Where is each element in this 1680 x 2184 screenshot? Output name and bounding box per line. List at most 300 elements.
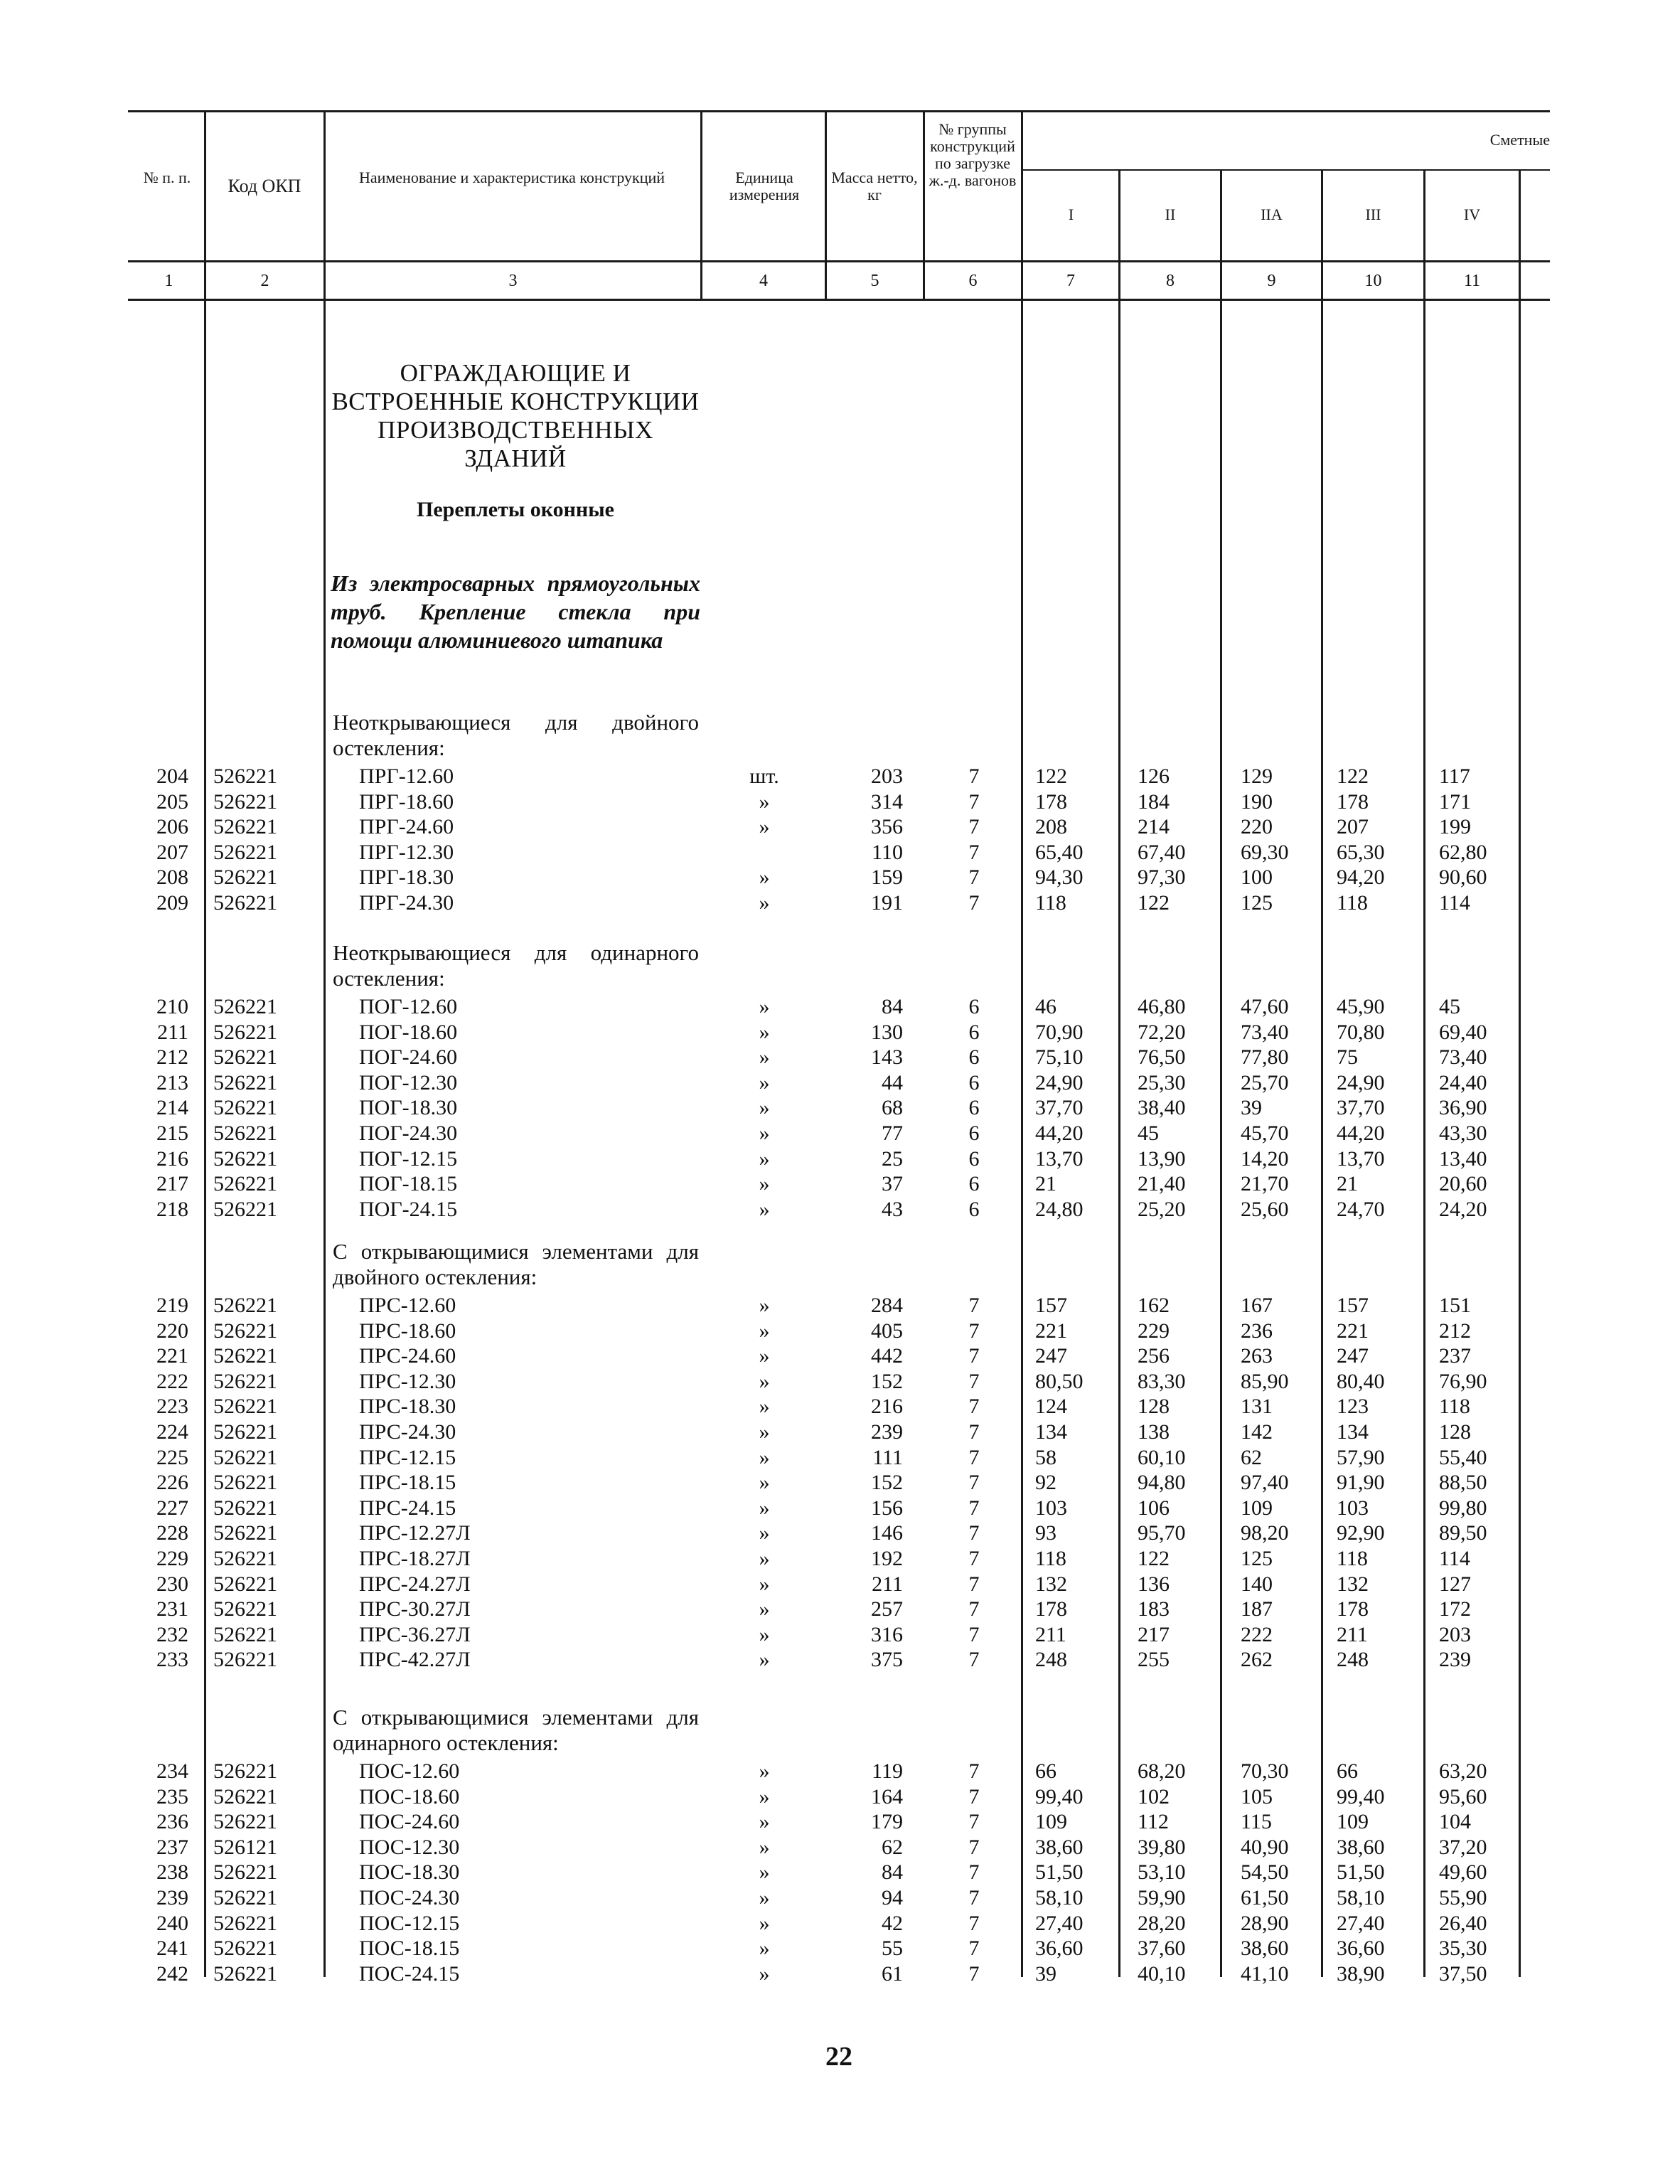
cell-unit: »	[759, 1122, 770, 1145]
cell-n: 217	[156, 1172, 188, 1196]
cell-unit: »	[759, 1572, 770, 1596]
col-divider-4	[825, 110, 827, 299]
cell-IV: 114	[1439, 891, 1470, 915]
header-unit: Единица измерения	[729, 169, 800, 203]
cell-I: 122	[1035, 765, 1067, 788]
cell-name: ПРС-18.30	[359, 1395, 456, 1419]
table-row	[0, 1045, 1680, 1070]
cell-mass: 211	[872, 1572, 903, 1596]
cell-IIA: 187	[1241, 1597, 1273, 1621]
cell-II: 28,20	[1138, 1911, 1186, 1935]
cell-I: 36,60	[1035, 1937, 1084, 1961]
cell-group: 7	[968, 865, 980, 890]
cell-n: 237	[156, 1835, 188, 1859]
cell-code: 526221	[213, 1810, 277, 1834]
table-row	[0, 1343, 1680, 1369]
cell-III: 24,70	[1337, 1197, 1385, 1221]
cell-n: 228	[156, 1521, 188, 1545]
cell-n: 208	[156, 865, 188, 890]
cell-unit: »	[759, 1020, 770, 1044]
table-row	[0, 1445, 1680, 1471]
cell-name: ПРС-12.30	[359, 1369, 456, 1393]
table-row	[0, 1197, 1680, 1222]
cell-III: 91,90	[1337, 1471, 1385, 1495]
cell-mass: 442	[871, 1344, 903, 1368]
cell-n: 221	[156, 1344, 188, 1368]
cell-I: 13,70	[1035, 1146, 1084, 1171]
cell-n: 209	[156, 891, 188, 915]
cell-mass: 77	[882, 1122, 903, 1145]
table-top-rule	[128, 110, 1550, 112]
cell-code: 526221	[213, 1622, 277, 1646]
cell-mass: 356	[871, 815, 903, 839]
cell-II: 136	[1138, 1572, 1170, 1596]
cell-group: 7	[968, 1547, 980, 1570]
cell-mass: 94	[882, 1886, 903, 1909]
cell-IV: 20,60	[1439, 1172, 1487, 1196]
cell-n: 238	[156, 1860, 188, 1885]
cell-code: 526221	[213, 1496, 277, 1520]
cell-unit: »	[759, 1471, 770, 1495]
cell-code: 526221	[213, 995, 277, 1018]
cell-II: 38,40	[1138, 1096, 1186, 1120]
cell-unit: »	[759, 1197, 770, 1221]
cell-IIA: 39	[1241, 1096, 1262, 1120]
cell-code: 526221	[213, 1648, 277, 1672]
cell-group: 7	[968, 840, 980, 864]
cell-name: ПОС-12.30	[359, 1835, 460, 1859]
cell-II: 40,10	[1138, 1961, 1186, 1986]
cell-I: 178	[1035, 1597, 1067, 1621]
cell-code: 526221	[213, 815, 277, 839]
cell-unit: »	[759, 1294, 770, 1317]
cell-II: 37,60	[1138, 1937, 1186, 1961]
cell-II: 67,40	[1138, 840, 1186, 864]
cell-unit: »	[759, 865, 770, 890]
cell-III: 247	[1337, 1344, 1369, 1368]
cell-unit: »	[759, 1622, 770, 1646]
col-divider-5	[923, 110, 925, 299]
cell-code: 526221	[213, 1572, 277, 1596]
cell-IV: 199	[1439, 815, 1471, 839]
cell-IIA: 129	[1241, 765, 1273, 788]
cell-IV: 212	[1439, 1319, 1471, 1343]
cell-mass: 164	[871, 1784, 903, 1809]
cell-IV: 114	[1439, 1547, 1470, 1570]
table-row	[0, 1293, 1680, 1319]
cell-n: 227	[156, 1496, 188, 1520]
cell-I: 58,10	[1035, 1886, 1084, 1909]
cell-code: 526221	[213, 789, 277, 814]
header-zone-I: I	[1068, 206, 1074, 223]
cell-I: 134	[1035, 1420, 1067, 1444]
cell-unit: »	[759, 1146, 770, 1171]
cell-mass: 257	[871, 1597, 903, 1621]
table-row	[0, 1784, 1680, 1810]
cell-mass: 68	[882, 1096, 903, 1120]
table-row	[0, 1835, 1680, 1860]
cell-III: 118	[1337, 891, 1368, 915]
cell-II: 60,10	[1138, 1445, 1186, 1469]
cell-n: 211	[157, 1020, 188, 1044]
cell-III: 99,40	[1337, 1784, 1385, 1809]
cell-I: 51,50	[1035, 1860, 1084, 1885]
cell-mass: 316	[871, 1622, 903, 1646]
cell-IIA: 140	[1241, 1572, 1273, 1596]
cell-I: 132	[1035, 1572, 1067, 1596]
cell-I: 208	[1035, 815, 1067, 839]
cell-IV: 128	[1439, 1420, 1471, 1444]
cell-I: 24,80	[1035, 1197, 1084, 1221]
colnum-9: 9	[1267, 272, 1276, 290]
cell-II: 13,90	[1138, 1146, 1186, 1171]
cell-unit: »	[759, 789, 770, 814]
cell-IIA: 263	[1241, 1344, 1273, 1368]
cell-name: ПРС-30.27Л	[359, 1597, 471, 1621]
cell-code: 526221	[213, 1096, 277, 1120]
cell-II: 126	[1138, 765, 1170, 788]
cell-IV: 62,80	[1439, 840, 1487, 864]
cell-n: 229	[156, 1547, 188, 1570]
table-row	[0, 1496, 1680, 1521]
cell-n: 219	[156, 1294, 188, 1317]
cell-mass: 375	[871, 1648, 903, 1672]
cell-IIA: 142	[1241, 1420, 1273, 1444]
cell-mass: 44	[882, 1070, 903, 1094]
cell-IV: 55,90	[1439, 1886, 1487, 1909]
colnum-6: 6	[968, 272, 978, 290]
cell-n: 215	[156, 1122, 188, 1145]
estimate-subheader-rule	[1022, 169, 1550, 171]
cell-n: 216	[156, 1146, 188, 1171]
cell-III: 57,90	[1337, 1445, 1385, 1469]
cell-IV: 239	[1439, 1648, 1471, 1672]
cell-group: 7	[968, 1860, 980, 1885]
table-row	[0, 764, 1680, 789]
cell-n: 231	[156, 1597, 188, 1621]
cell-IIA: 97,40	[1241, 1471, 1289, 1495]
cell-name: ПОГ-12.15	[359, 1146, 458, 1171]
cell-unit: »	[759, 1759, 770, 1783]
cell-unit: »	[759, 1835, 770, 1859]
cell-mass: 143	[871, 1045, 903, 1070]
cell-name: ПОС-12.15	[359, 1911, 460, 1935]
cell-n: 239	[156, 1886, 188, 1909]
cell-group: 7	[968, 1810, 980, 1834]
header-zone-III: III	[1365, 206, 1381, 223]
cell-I: 211	[1035, 1622, 1066, 1646]
cell-IIA: 40,90	[1241, 1835, 1289, 1859]
cell-n: 223	[156, 1395, 188, 1419]
cell-unit: »	[759, 995, 770, 1018]
header-bottom-rule	[128, 260, 1550, 262]
cell-IIA: 98,20	[1241, 1521, 1289, 1545]
cell-unit: »	[759, 1420, 770, 1444]
cell-IIA: 45,70	[1241, 1122, 1289, 1145]
cell-name: ПРГ-18.60	[359, 789, 454, 814]
cell-I: 103	[1035, 1496, 1067, 1520]
cell-group: 7	[968, 1294, 980, 1317]
cell-I: 24,90	[1035, 1070, 1084, 1094]
cell-name: ПРС-12.60	[359, 1294, 456, 1317]
cell-name: ПРС-18.27Л	[359, 1547, 471, 1570]
cell-I: 58	[1035, 1445, 1056, 1469]
cell-name: ПОС-24.15	[359, 1961, 460, 1986]
cell-IV: 99,80	[1439, 1496, 1487, 1520]
colnum-2: 2	[260, 272, 269, 290]
cell-II: 214	[1138, 815, 1170, 839]
cell-II: 106	[1138, 1496, 1170, 1520]
header-num: № п. п.	[143, 169, 191, 186]
cell-III: 24,90	[1337, 1070, 1385, 1094]
table-row	[0, 1622, 1680, 1648]
cell-name: ПРС-18.15	[359, 1471, 456, 1495]
cell-name: ПОС-18.60	[359, 1784, 460, 1809]
cell-II: 217	[1138, 1622, 1170, 1646]
cell-III: 36,60	[1337, 1937, 1385, 1961]
cell-group: 6	[968, 995, 980, 1018]
table-row	[0, 1885, 1680, 1911]
colnum-5: 5	[870, 272, 879, 290]
table-row	[0, 1647, 1680, 1673]
cell-mass: 179	[871, 1810, 903, 1834]
cell-n: 225	[156, 1445, 188, 1469]
table-row	[0, 1394, 1680, 1419]
cell-group: 7	[968, 1961, 980, 1986]
cell-II: 45	[1138, 1122, 1159, 1145]
cell-II: 138	[1138, 1420, 1170, 1444]
cell-code: 526221	[213, 1597, 277, 1621]
cell-III: 178	[1337, 789, 1369, 814]
cell-code: 526221	[213, 1547, 277, 1570]
cell-unit: »	[759, 1445, 770, 1469]
cell-IV: 24,20	[1439, 1197, 1487, 1221]
subsection-title: Переплеты оконные	[417, 498, 614, 521]
cell-group: 6	[968, 1146, 980, 1171]
cell-mass: 314	[871, 789, 903, 814]
cell-II: 102	[1138, 1784, 1170, 1809]
cell-IV: 49,60	[1439, 1860, 1487, 1885]
table-row	[0, 1121, 1680, 1146]
cell-I: 39	[1035, 1961, 1056, 1986]
cell-name: ПРС-24.60	[359, 1344, 456, 1368]
cell-IV: 13,40	[1439, 1146, 1487, 1171]
cell-mass: 42	[882, 1911, 903, 1935]
cell-group: 7	[968, 1521, 980, 1545]
cell-code: 526221	[213, 840, 277, 864]
cell-IIA: 190	[1241, 789, 1273, 814]
cell-mass: 110	[872, 840, 903, 864]
cell-unit: »	[759, 1886, 770, 1909]
cell-I: 44,20	[1035, 1122, 1084, 1145]
cell-group: 7	[968, 1319, 980, 1343]
cell-unit: »	[759, 1937, 770, 1961]
table-row	[0, 890, 1680, 916]
cell-III: 109	[1337, 1810, 1369, 1834]
cell-group: 7	[968, 789, 980, 814]
cell-code: 526221	[213, 1395, 277, 1419]
group-title: С открывающимися элементами для одинарного остекления:	[333, 1705, 699, 1755]
table-row	[0, 814, 1680, 840]
table-row	[0, 865, 1680, 890]
cell-IIA: 21,70	[1241, 1172, 1289, 1196]
cell-IIA: 85,90	[1241, 1369, 1289, 1393]
cell-name: ПРГ-12.30	[359, 840, 454, 864]
cell-group: 7	[968, 1759, 980, 1783]
cell-III: 38,90	[1337, 1961, 1385, 1986]
cell-mass: 61	[882, 1961, 903, 1986]
cell-n: 233	[156, 1648, 188, 1672]
cell-I: 118	[1035, 1547, 1066, 1570]
cell-II: 162	[1138, 1294, 1170, 1317]
cell-name: ПОС-12.60	[359, 1759, 460, 1783]
cell-unit: »	[759, 1597, 770, 1621]
cell-name: ПОГ-12.30	[359, 1070, 458, 1094]
cell-unit: »	[759, 1045, 770, 1070]
cell-I: 37,70	[1035, 1096, 1084, 1120]
cell-code: 526221	[213, 1471, 277, 1495]
cell-name: ПРС-24.27Л	[359, 1572, 471, 1596]
colnum-7: 7	[1066, 272, 1075, 290]
cell-group: 7	[968, 1911, 980, 1935]
cell-IIA: 70,30	[1241, 1759, 1289, 1783]
cell-IV: 117	[1439, 765, 1470, 788]
cell-IIA: 236	[1241, 1319, 1273, 1343]
cell-name: ПОГ-12.60	[359, 995, 458, 1018]
cell-IIA: 131	[1241, 1395, 1273, 1419]
cell-name: ПРС-12.15	[359, 1445, 456, 1469]
table-row	[0, 1961, 1680, 1987]
cell-III: 66	[1337, 1759, 1358, 1783]
cell-IIA: 125	[1241, 891, 1273, 915]
cell-III: 211	[1337, 1622, 1368, 1646]
cell-unit: »	[759, 1860, 770, 1885]
cell-IIA: 41,10	[1241, 1961, 1289, 1986]
cell-group: 7	[968, 1784, 980, 1809]
cell-III: 27,40	[1337, 1911, 1385, 1935]
cell-II: 59,90	[1138, 1886, 1186, 1909]
cell-IV: 63,20	[1439, 1759, 1487, 1783]
cell-III: 94,20	[1337, 865, 1385, 890]
table-row	[0, 1860, 1680, 1885]
cell-code: 526221	[213, 1344, 277, 1368]
header-estimate: Сметные	[1489, 131, 1550, 149]
cell-code: 526221	[213, 1886, 277, 1909]
material-note: Из электросварных прямоугольных труб. Крепление стекла при помощи алюминиевого штапика	[331, 570, 700, 653]
cell-IIA: 105	[1241, 1784, 1273, 1809]
cell-code: 526221	[213, 1146, 277, 1171]
section-title: ОГРАЖДАЮЩИЕ И ВСТРОЕННЫЕ КОНСТРУКЦИИ ПРОИЗВОДСТВЕННЫХ ЗДАНИЙ	[331, 359, 700, 472]
cell-I: 92	[1035, 1471, 1056, 1495]
cell-code: 526221	[213, 1521, 277, 1545]
cell-mass: 192	[871, 1547, 903, 1570]
cell-I: 21	[1035, 1172, 1056, 1196]
cell-code: 526221	[213, 1369, 277, 1393]
cell-unit: »	[759, 1096, 770, 1120]
cell-code: 526221	[213, 865, 277, 890]
cell-III: 132	[1337, 1572, 1369, 1596]
cell-name: ПОС-18.30	[359, 1860, 460, 1885]
colnum-3: 3	[508, 272, 518, 290]
cell-code: 526221	[213, 1961, 277, 1986]
cell-n: 210	[156, 995, 188, 1018]
cell-mass: 216	[871, 1395, 903, 1419]
cell-III: 178	[1337, 1597, 1369, 1621]
cell-IIA: 73,40	[1241, 1020, 1289, 1044]
cell-unit: шт.	[749, 765, 779, 788]
cell-IV: 151	[1439, 1294, 1471, 1317]
cell-mass: 191	[871, 891, 903, 915]
cell-IIA: 62	[1241, 1445, 1262, 1469]
cell-IIA: 115	[1241, 1810, 1272, 1834]
cell-II: 72,20	[1138, 1020, 1186, 1044]
table-row	[0, 1936, 1680, 1961]
cell-IV: 24,40	[1439, 1070, 1487, 1094]
cell-IV: 73,40	[1439, 1045, 1487, 1070]
cell-mass: 146	[871, 1521, 903, 1545]
cell-I: 94,30	[1035, 865, 1084, 890]
cell-code: 526221	[213, 1045, 277, 1070]
cell-II: 184	[1138, 789, 1170, 814]
cell-n: 236	[156, 1810, 188, 1834]
cell-code: 526221	[213, 1294, 277, 1317]
cell-unit: »	[759, 1172, 770, 1196]
cell-mass: 130	[871, 1020, 903, 1044]
cell-II: 122	[1138, 891, 1170, 915]
colnum-4: 4	[759, 272, 768, 290]
cell-group: 7	[968, 1597, 980, 1621]
cell-name: ПРГ-18.30	[359, 865, 454, 890]
cell-n: 232	[156, 1622, 188, 1646]
cell-unit: »	[759, 1369, 770, 1393]
cell-I: 221	[1035, 1319, 1067, 1343]
cell-name: ПОГ-24.60	[359, 1045, 458, 1070]
cell-code: 526221	[213, 1020, 277, 1044]
cell-IIA: 61,50	[1241, 1886, 1289, 1909]
cell-group: 6	[968, 1045, 980, 1070]
cell-unit: »	[759, 1319, 770, 1343]
cell-code: 526121	[213, 1835, 277, 1859]
header-zone-IV: IV	[1463, 206, 1481, 223]
cell-code: 526221	[213, 1937, 277, 1961]
cell-II: 94,80	[1138, 1471, 1186, 1495]
cell-mass: 119	[872, 1759, 903, 1783]
cell-III: 103	[1337, 1496, 1369, 1520]
cell-code: 526221	[213, 1070, 277, 1094]
cell-III: 38,60	[1337, 1835, 1385, 1859]
cell-mass: 159	[871, 865, 903, 890]
cell-unit: »	[759, 815, 770, 839]
cell-IIA: 14,20	[1241, 1146, 1289, 1171]
cell-IV: 104	[1439, 1810, 1471, 1834]
cell-IV: 203	[1439, 1622, 1471, 1646]
cell-unit: »	[759, 1810, 770, 1834]
cell-unit: »	[759, 1344, 770, 1368]
cell-III: 248	[1337, 1648, 1369, 1672]
cell-mass: 55	[882, 1937, 903, 1961]
cell-code: 526221	[213, 1784, 277, 1809]
cell-mass: 111	[872, 1445, 903, 1469]
cell-IV: 171	[1439, 789, 1471, 814]
cell-IV: 26,40	[1439, 1911, 1487, 1935]
cell-n: 214	[156, 1096, 188, 1120]
cell-mass: 84	[882, 995, 903, 1018]
cell-IV: 36,90	[1439, 1096, 1487, 1120]
cell-IV: 118	[1439, 1395, 1470, 1419]
cell-unit: »	[759, 1395, 770, 1419]
cell-III: 134	[1337, 1420, 1369, 1444]
cell-III: 118	[1337, 1547, 1368, 1570]
